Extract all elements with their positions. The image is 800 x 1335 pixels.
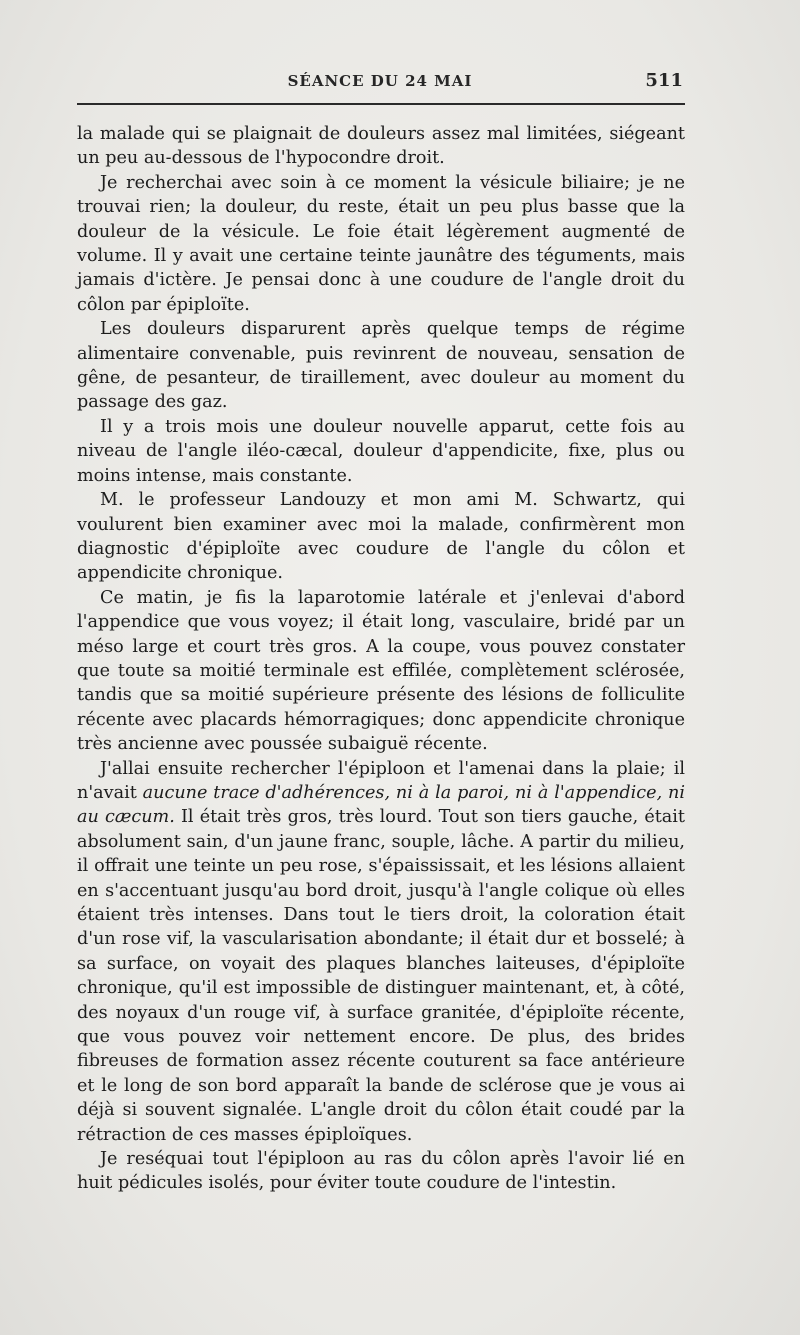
- paragraph-1: la malade qui se plaignait de douleurs assez mal limitées, siégeant un peu au-dessous de l'hypocondre droit.: [77, 124, 685, 169]
- paragraph-2: Je recherchai avec soin à ce moment la vésicule biliaire; je ne trouvai rien; la douleur, du reste, était un peu plus basse que la douleur de la vésicule. Le foie était légèrement augmenté de volume. Il y avait une certaine teinte jaunâtre des téguments, mais jamais d'ictère. Je pensai donc à une coudure de l'angle droit du côlon par épiploïte.: [77, 172, 685, 315]
- page-number: 511: [645, 70, 683, 91]
- paragraph-6: Ce matin, je fis la laparotomie latérale et j'enlevai d'abord l'appendice que vous voyez; il était long, vasculaire, bridé par un méso large et court très gros. A la coupe, vous pouvez constater que toute sa moitié terminale est effilée, complètement sclérosée, tandis que sa moitié supérieure présente des lésions de folliculite récente avec placards hémorragiques; donc appendicite chronique très ancienne avec poussée subaiguë récente.: [77, 587, 685, 755]
- running-title: SÉANCE DU 24 MAI: [287, 72, 473, 90]
- paragraph-7: [77, 757, 685, 1148]
- page-header: [77, 70, 683, 96]
- paragraph-7-end: Il était très gros, très lourd. Tout son tiers gauche, était absolument sain, d'un jaune franc, souple, lâche. A partir du milieu, il offrait une teinte un peu rose, s'épaississait, et les lésions allaient en s'accentuant jusqu'au bord droit, jusqu'à l'angle colique où elles étaient très intenses. Dans tout le tiers droit, la coloration était d'un rose vif, la vascularisation abondante; il était dur et bosselé; à sa surface, on voyait des plaques blanches laiteuses, d'épiploïte chronique, qu'il est impossible de distinguer maintenant, et, à côté, des noyaux d'un rouge vif, à surface granitée, d'épiploïte récente, que vous pouvez voir nettement encore. De plus, des brides fibreuses de formation assez récente couturent sa face antérieure et le long de son bord apparaît la bande de sclérose que je vous ai déjà si souvent signalée. L'angle droit du côlon était coudé par la rétraction de ces masses épiploïques.: [77, 807, 685, 1145]
- paragraph-7-italic: aucune trace d'adhérences, ni à la paroi, ni à l'appendice, ni au cæcum.: [77, 782, 685, 828]
- header-rule: [77, 103, 685, 105]
- paragraph-4: Il y a trois mois une douleur nouvelle apparut, cette fois au niveau de l'angle iléo-cæcal, douleur d'appendicite, fixe, plus ou moins intense, mais constante.: [77, 416, 685, 486]
- paragraph-7-start: J'allai ensuite rechercher l'épiploon et l'amenai dans la plaie; il n'avait: [77, 758, 685, 803]
- paragraph-8: Je reséquai tout l'épiploon au ras du côlon après l'avoir lié en huit pédicules isolés, pour éviter toute coudure de l'intestin.: [77, 1149, 685, 1194]
- paragraph-5: M. le professeur Landouzy et mon ami M. Schwartz, qui voulurent bien examiner avec moi la malade, confirmèrent mon diagnostic d'épiploïte avec coudure de l'angle du côlon et appendicite chronique.: [77, 490, 685, 584]
- body-text: [77, 122, 685, 1196]
- paragraph-3: Les douleurs disparurent après quelque temps de régime alimentaire convenable, puis revinrent de nouveau, sensation de gêne, de pesanteur, de tiraillement, avec douleur au moment du passage des gaz.: [77, 319, 685, 413]
